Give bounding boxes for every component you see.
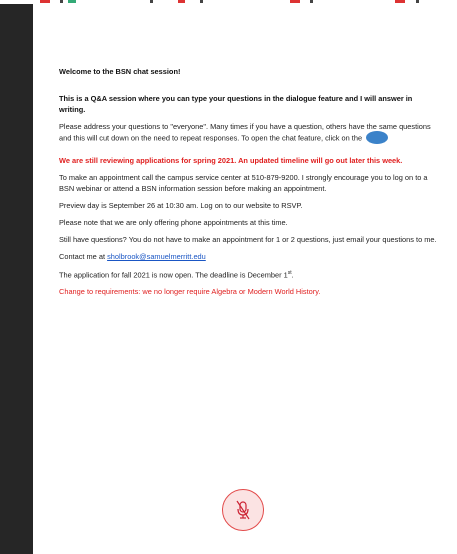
toolbar-mark [200,0,203,3]
address-questions-paragraph [59,121,439,145]
fall-application-line: The application for fall 2021 is now open. The deadline is December 1st. [59,270,294,280]
mic-mute-button[interactable] [222,489,264,531]
still-questions-paragraph: Still have questions? You do not have to make an appointment for 1 or 2 questions, just email your questions to me. [59,235,437,244]
phone-appointments-line: Please note that we are only offering phone appointments at this time. [59,218,288,227]
qa-session-note: This is a Q&A session where you can type your questions in the dialogue feature and I will answer in writing. [59,94,413,114]
requirements-change-line: Change to requirements: we no longer require Algebra or Modern World History. [59,287,321,297]
toolbar-mark [68,0,76,3]
toolbar-mark [395,0,405,3]
toolbar-mark [150,0,153,3]
fall-deadline-suffix: st [287,270,292,276]
preview-day-line: Preview day is September 26 at 10:30 am. Log on to our website to RSVP. [59,201,303,210]
left-sidebar [0,4,33,554]
mic-muted-icon [235,500,251,520]
toolbar-mark [416,0,419,3]
toolbar-mark [310,0,313,3]
contact-prefix: Contact me at [59,252,106,261]
contact-email-link[interactable]: sholbrook@samuelmerritt.edu [107,252,206,261]
chat-bubble-icon[interactable] [366,131,388,144]
toolbar-mark [60,0,63,3]
toolbar-mark [290,0,300,3]
toolbar-mark [178,0,185,3]
welcome-heading: Welcome to the BSN chat session! [59,67,181,76]
toolbar-mark [40,0,50,3]
reviewing-notice: We are still reviewing applications for spring 2021. An updated timeline will go out later this week. [59,156,403,165]
contact-line [59,251,439,262]
address-text: Please address your questions to "everyone". Many times if you have a question, others have the same questions and this will cut down on the need to repeat responses. To open the chat feature, click on the [59,122,431,143]
fall-application-text: The application for fall 2021 is now open. The deadline is December 1 [59,270,288,280]
shared-document-page [33,4,457,554]
document-content [59,66,439,303]
appointment-paragraph: To make an appointment call the campus service center at 510-879-9200. I strongly encourage you to log on to a BSN webinar or attend a BSN information session before making an appointment. [59,173,428,193]
